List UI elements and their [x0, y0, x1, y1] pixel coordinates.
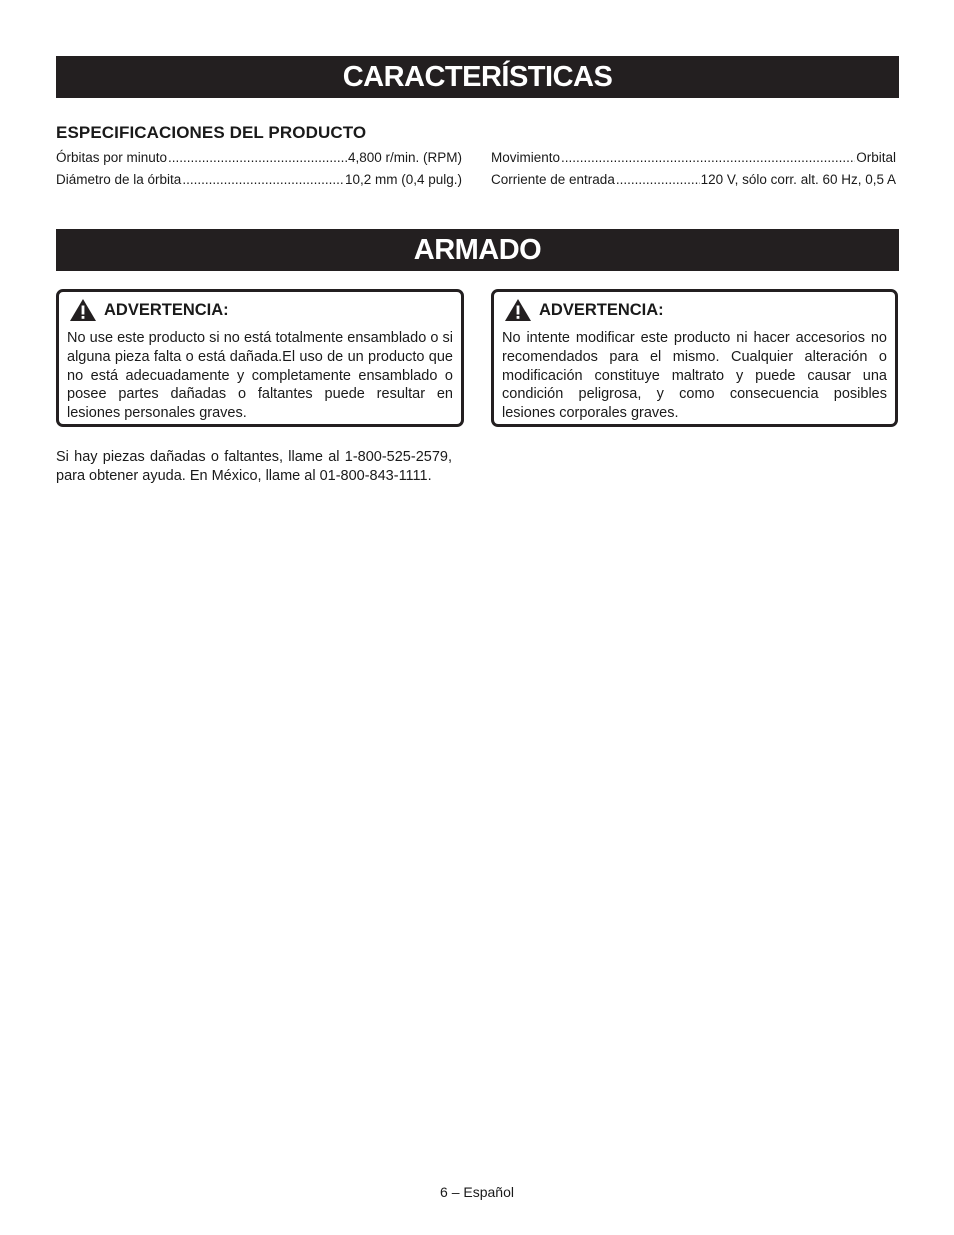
specs-column-left — [56, 147, 462, 191]
section-title-caracteristicas: CARACTERÍSTICAS — [56, 56, 899, 98]
warning-title-label: ADVERTENCIA: — [539, 300, 664, 319]
spec-label: Diámetro de la órbita — [56, 172, 182, 187]
spec-row — [491, 169, 896, 191]
dot-leader — [182, 169, 344, 191]
spec-value: Orbital — [856, 150, 896, 165]
warning-triangle-icon — [69, 298, 97, 322]
dot-leader — [168, 147, 347, 169]
spec-row — [56, 147, 462, 169]
specs-heading: ESPECIFICACIONES DEL PRODUCTO — [56, 123, 367, 142]
warning-box-modification — [491, 289, 898, 427]
spec-label: Órbitas por minuto — [56, 150, 168, 165]
specs-column-right — [491, 147, 896, 191]
warning-text: No intente modificar este producto ni hacer accesorios no recomendados para el mismo. Cualquier alteración o modificación constituye maltrato y puede causar una condición peligrosa, y como consecuencia posibles lesiones corporales graves. — [502, 330, 887, 422]
dot-leader — [616, 169, 700, 191]
dot-leader — [561, 147, 855, 169]
spec-value: 10,2 mm (0,4 pulg.) — [344, 172, 462, 187]
warning-text: No use este producto si no está totalmente ensamblado o si alguna pieza falta o está dañada.El uso de un producto que no está adecuadamente y completamente ensamblado o posee partes dañadas o faltantes puede resultar en lesiones personales graves. — [67, 330, 453, 422]
warning-title-label: ADVERTENCIA: — [104, 300, 229, 319]
spec-label: Movimiento — [491, 150, 561, 165]
warning-title — [69, 298, 229, 322]
warning-title — [504, 298, 664, 322]
warning-box-assembly — [56, 289, 464, 427]
support-note: Si hay piezas dañadas o faltantes, llame al 1-800-525-2579, para obtener ayuda. En México, llame al 01-800-843-1111. — [56, 449, 452, 484]
spec-label: Corriente de entrada — [491, 172, 615, 187]
spec-row — [56, 169, 462, 191]
page-footer: 6 – Español — [440, 1184, 514, 1200]
spec-value: 4,800 r/min. (RPM) — [347, 150, 462, 165]
warning-triangle-icon — [504, 298, 532, 322]
spec-value: 120 V, sólo corr. alt. 60 Hz, 0,5 A — [700, 172, 896, 187]
spec-row — [491, 147, 896, 169]
section-title-armado: ARMADO — [56, 229, 899, 271]
